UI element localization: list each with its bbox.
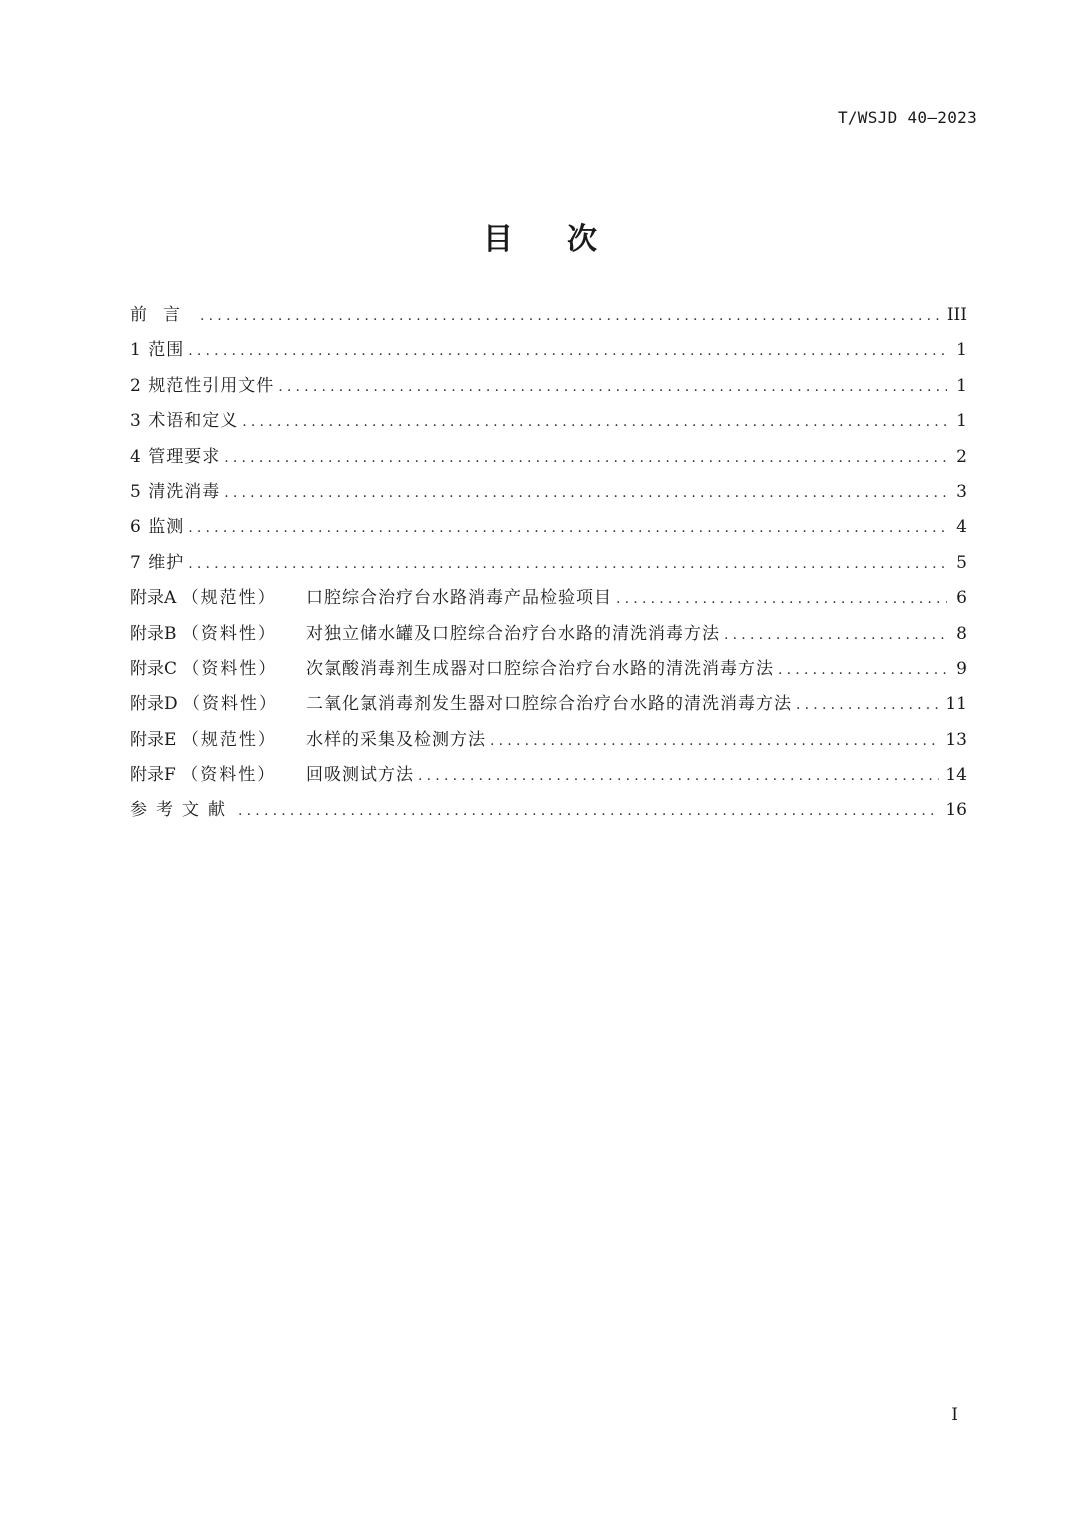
- appendix-kind: （资料性）: [182, 658, 278, 679]
- toc-entry-label: [130, 723, 486, 758]
- toc-leader-dots: [616, 582, 947, 617]
- toc-entry-label: 4 管理要求: [130, 446, 221, 467]
- toc-leader-dots: [200, 299, 941, 334]
- toc-leader-dots: [224, 441, 947, 476]
- toc-entry-page: 16: [945, 800, 967, 821]
- toc-entry-monitoring[interactable]: [130, 510, 967, 545]
- toc-entry-label: [130, 581, 612, 616]
- toc-entry-page: 1: [956, 340, 967, 361]
- toc-entry-appendix-a[interactable]: [130, 581, 967, 616]
- appendix-kind: （规范性）: [181, 588, 277, 609]
- toc-entry-page: 8: [956, 623, 967, 644]
- toc-entry-label: 3 术语和定义: [130, 411, 239, 432]
- toc-entry-label: [130, 687, 792, 722]
- toc-leader-dots: [490, 724, 939, 759]
- toc-entry-page: 14: [945, 765, 967, 786]
- appendix-id: 附录F: [130, 765, 176, 786]
- toc-entry-normative-references[interactable]: [130, 369, 967, 404]
- toc-entry-foreword[interactable]: [130, 298, 967, 333]
- toc-leader-dots: [188, 547, 947, 582]
- appendix-id: 附录D: [130, 694, 178, 715]
- appendix-kind: （资料性）: [181, 765, 277, 786]
- toc-leader-dots: [188, 334, 947, 369]
- toc-entry-cleaning-disinfection[interactable]: [130, 475, 967, 510]
- toc-entry-page: 6: [956, 588, 967, 609]
- toc-entry-page: 11: [945, 694, 967, 715]
- toc-entry-label: 6 监测: [130, 517, 185, 538]
- appendix-kind: （资料性）: [181, 623, 277, 644]
- appendix-title: 口腔综合治疗台水路消毒产品检验项目: [306, 588, 612, 609]
- toc-entry-appendix-d[interactable]: [130, 687, 967, 722]
- appendix-id: 附录B: [130, 623, 177, 644]
- toc-entry-label: 7 维护: [130, 552, 185, 573]
- toc-entry-page: 4: [956, 517, 967, 538]
- toc-leader-dots: [188, 511, 947, 546]
- toc-entry-scope[interactable]: [130, 333, 967, 368]
- toc-leader-dots: [238, 794, 939, 829]
- document-code: T/WSJD 40—2023: [837, 108, 977, 127]
- appendix-id: 附录E: [130, 729, 177, 750]
- toc-entry-management-requirements[interactable]: [130, 440, 967, 475]
- appendix-kind: （资料性）: [183, 694, 279, 715]
- toc-entry-label: [130, 652, 774, 687]
- toc-entry-page: III: [946, 305, 967, 325]
- toc-entry-page: 13: [945, 729, 967, 750]
- toc-leader-dots: [278, 370, 947, 405]
- toc-entry-maintenance[interactable]: [130, 546, 967, 581]
- toc-leader-dots: [778, 653, 947, 688]
- appendix-title: 对独立储水罐及口腔综合治疗台水路的清洗消毒方法: [306, 623, 720, 644]
- toc-entry-page: 5: [956, 552, 967, 573]
- toc-leader-dots: [242, 405, 947, 440]
- toc-entry-page: 1: [956, 411, 967, 432]
- toc-leader-dots: [418, 759, 939, 794]
- toc-entry-page: 2: [956, 446, 967, 467]
- appendix-id: 附录A: [130, 588, 177, 609]
- table-of-contents: [130, 298, 967, 829]
- toc-entry-appendix-c[interactable]: [130, 652, 967, 687]
- appendix-title: 水样的采集及检测方法: [306, 729, 486, 750]
- appendix-title: 次氯酸消毒剂生成器对口腔综合治疗台水路的清洗消毒方法: [306, 658, 774, 679]
- toc-entry-appendix-b[interactable]: [130, 617, 967, 652]
- toc-entry-page: 1: [956, 375, 967, 396]
- toc-leader-dots: [796, 688, 939, 723]
- toc-entry-appendix-f[interactable]: [130, 758, 967, 793]
- toc-entry-page: 9: [956, 658, 967, 679]
- toc-entry-label: 5 清洗消毒: [130, 481, 221, 502]
- toc-entry-label: [130, 617, 720, 652]
- toc-entry-label: 1 范围: [130, 340, 185, 361]
- toc-entry-label: [130, 758, 414, 793]
- toc-entry-label: 参考文献: [130, 800, 234, 821]
- toc-entry-bibliography[interactable]: [130, 793, 967, 828]
- toc-entry-page: 3: [956, 481, 967, 502]
- appendix-title: 回吸测试方法: [306, 765, 414, 786]
- page-title: 目次: [483, 222, 651, 257]
- toc-leader-dots: [224, 476, 947, 511]
- toc-leader-dots: [724, 618, 947, 653]
- toc-entry-label: 2 规范性引用文件: [130, 375, 275, 396]
- page-number: I: [951, 1405, 958, 1425]
- appendix-id: 附录C: [130, 658, 178, 679]
- appendix-title: 二氧化氯消毒剂发生器对口腔综合治疗台水路的清洗消毒方法: [306, 694, 792, 715]
- appendix-kind: （规范性）: [181, 729, 277, 750]
- toc-entry-appendix-e[interactable]: [130, 723, 967, 758]
- toc-entry-label: 前言: [130, 305, 196, 325]
- toc-entry-terms-definitions[interactable]: [130, 404, 967, 439]
